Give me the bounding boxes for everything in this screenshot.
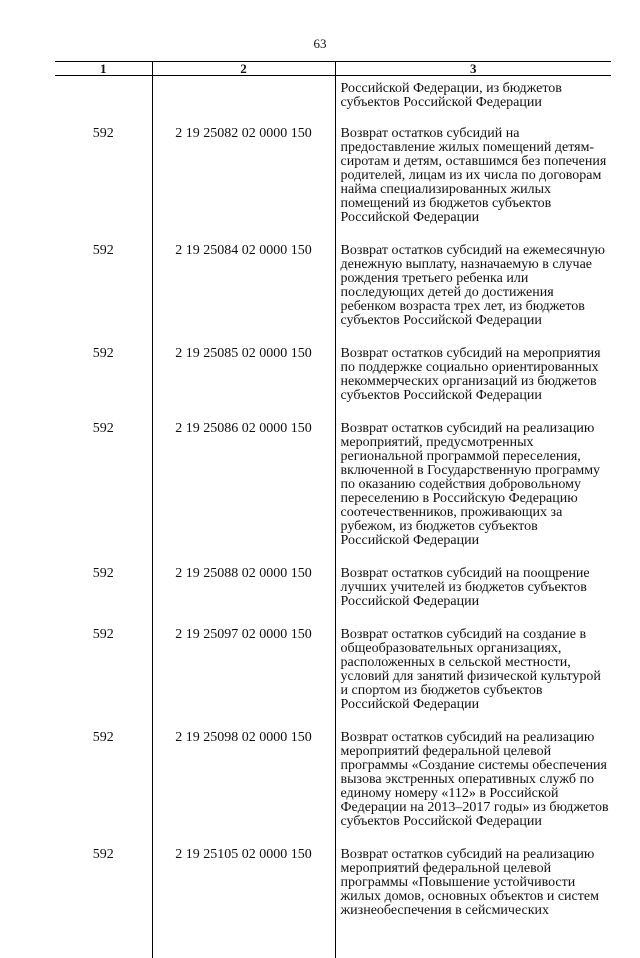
column-header-3: 3 [335,62,611,76]
cell-description: Возврат остатков субсидий на создание в общеобразовательных организациях, расположенных в сельской местности, условий для занятий физической культурой и спортом из бюджетов субъектов Российской Федерации [335,612,611,715]
cell-description: Возврат остатков субсидий на предоставление жилых помещений детям-сиротам и детям, оставшимся без попечения родителей, лицам из их числа по договорам найма специализированных жилых помещений из бюджетов субъектов Российской Федерации [335,111,611,228]
table-row [55,228,611,331]
table-row [55,612,611,715]
cell-budget-code: 2 19 25098 02 0000 150 [152,715,335,832]
cell-description: Возврат остатков субсидий на реализацию мероприятий федеральной целевой программы «Создание системы обеспечения вызова экстренных оперативных служб по единому номеру «112» в Российской Федерации на 2013–2017 годы» из бюджетов субъектов Российской Федерации [335,715,611,832]
cell-description: Возврат остатков субсидий на ежемесячную денежную выплату, назначаемую в случае рождения третьего ребенка или последующих детей до достижения ребенком возраста трех лет, из бюджетов субъектов Российской Федерации [335,228,611,331]
column-header-1: 1 [55,62,152,76]
cell-description: Возврат остатков субсидий на реализацию мероприятий федеральной целевой программы «Повышение устойчивости жилых домов, основных объектов и систем жизнеобеспечения в сейсмических [335,832,611,958]
table-row-continuation [55,76,611,112]
cell-budget-code: 2 19 25082 02 0000 150 [152,111,335,228]
cell-budget-code: 2 19 25086 02 0000 150 [152,406,335,551]
cell-admin-code: 592 [92,627,114,642]
page-number: 63 [313,36,327,51]
table-row [55,331,611,406]
cell-description: Возврат остатков субсидий на реализацию мероприятий, предусмотренных региональной программой переселения, включенной в Государственную программу по оказанию содействия добровольному переселению в Российскую Федерацию соотечественников, проживающих за рубежом, из бюджетов субъектов Российской Федерации [335,406,611,551]
table-row [55,832,611,958]
cell-admin-code: 592 [92,847,114,862]
table-row [55,715,611,832]
cell-budget-code: 2 19 25084 02 0000 150 [152,228,335,331]
cell-admin-code: 592 [92,346,114,361]
cell-budget-code [152,76,335,112]
cell-admin-code: 592 [92,243,114,258]
cell-admin-code: 592 [92,421,114,436]
table-row [55,111,611,228]
cell-description: Возврат остатков субсидий на мероприятия по поддержке социально ориентированных некоммерческих организаций из бюджетов субъектов Российской Федерации [335,331,611,406]
cell-budget-code: 2 19 25097 02 0000 150 [152,612,335,715]
cell-budget-code: 2 19 25085 02 0000 150 [152,331,335,406]
cell-admin-code [55,76,152,112]
table-header-row [55,62,611,76]
cell-budget-code: 2 19 25105 02 0000 150 [152,832,335,958]
cell-budget-code: 2 19 25088 02 0000 150 [152,551,335,612]
cell-admin-code: 592 [92,730,114,745]
table-row [55,551,611,612]
budget-codes-table [55,61,611,958]
table-row [55,406,611,551]
column-header-2: 2 [152,62,335,76]
cell-admin-code: 592 [92,126,114,141]
cell-description: Возврат остатков субсидий на поощрение лучших учителей из бюджетов субъектов Российской Федерации [335,551,611,612]
cell-description: Российской Федерации, из бюджетов субъектов Российской Федерации [335,76,611,112]
cell-admin-code: 592 [92,566,114,581]
